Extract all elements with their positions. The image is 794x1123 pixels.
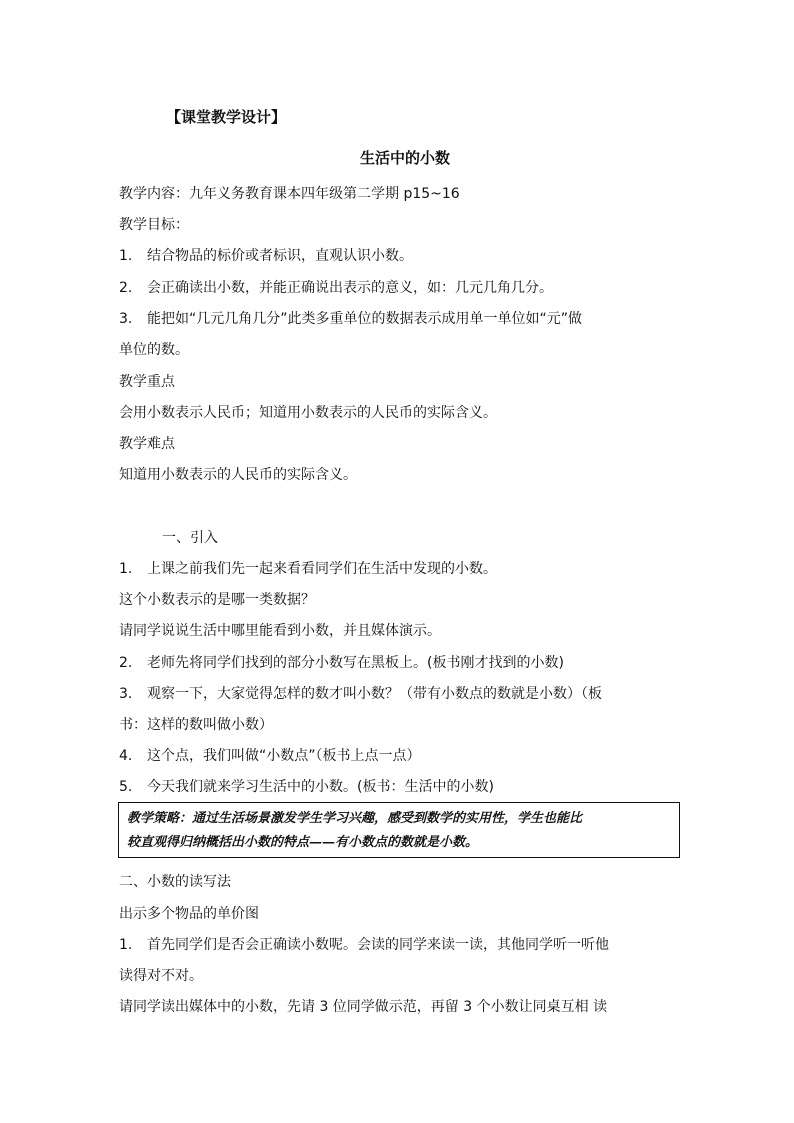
goal-item-1 xyxy=(119,246,413,266)
intro-text: 观察一下，大家觉得怎样的数才叫小数？（带有小数点的数就是小数）（板 xyxy=(147,686,602,702)
strategy-box xyxy=(118,802,680,858)
page-title: 生活中的小数 xyxy=(360,149,451,167)
intro-line-a: 这个小数表示的是哪一类数据？ xyxy=(119,592,315,608)
goals-heading: 教学目标： xyxy=(119,217,189,233)
reading-item-1 xyxy=(119,935,609,955)
reading-text: 首先同学们是否会正确读小数呢。会读的同学来读一读，其他同学听一听他 xyxy=(147,937,609,953)
goal-item-2 xyxy=(119,278,553,298)
goal-text: 会正确读出小数，并能正确说出表示的意义，如：几元几角几分。 xyxy=(147,280,553,296)
intro-num: 3. xyxy=(119,686,133,702)
goal-num: 3. xyxy=(119,311,133,327)
difficulty-heading: 教学难点 xyxy=(119,436,175,452)
intro-line-b: 请同学说说生活中哪里能看到小数，并且媒体演示。 xyxy=(119,623,441,639)
key-point-heading: 教学重点 xyxy=(119,374,175,390)
section-title: 【课堂教学设计】 xyxy=(166,108,287,126)
strategy-line-1: 教学策略：通过生活场景激发学生学习兴趣，感受到数学的实用性，学生也能比 xyxy=(127,811,583,826)
key-point-text: 会用小数表示人民币；知道用小数表示的人民币的实际含义。 xyxy=(119,405,497,421)
reading-line-b: 请同学读出媒体中的小数，先请 3 位同学做示范，再留 3 个小数让同桌互相 读 xyxy=(119,999,608,1015)
content-line xyxy=(119,184,460,204)
goal-item-3-cont: 单位的数。 xyxy=(119,342,189,358)
intro-num: 1. xyxy=(119,561,133,577)
reading-item-1-cont: 读得对不对。 xyxy=(119,968,203,984)
goal-text: 能把如“几元几角几分”此类多重单位的数据表示成用单一单位如“元”做 xyxy=(147,311,583,327)
intro-text: 今天我们就来学习生活中的小数。(板书：生活中的小数) xyxy=(147,779,494,795)
content-value: 九年义务教育课本四年级第二学期 p15~16 xyxy=(189,186,460,202)
intro-item-4 xyxy=(119,746,421,766)
intro-text: 老师先将同学们找到的部分小数写在黑板上。(板书刚才找到的小数) xyxy=(147,655,564,671)
reading-line-a: 出示多个物品的单价图 xyxy=(119,906,259,922)
intro-text: 这个点，我们叫做“小数点”（板书上点一点） xyxy=(147,748,421,764)
intro-heading: 一、引入 xyxy=(162,530,218,546)
intro-text: 上课之前我们先一起来看看同学们在生活中发现的小数。 xyxy=(147,561,497,577)
intro-num: 4. xyxy=(119,748,133,764)
intro-item-3 xyxy=(119,684,602,704)
goal-num: 1. xyxy=(119,248,133,264)
content-label: 教学内容： xyxy=(119,186,189,202)
reading-heading: 二、小数的读写法 xyxy=(119,874,231,890)
strategy-line-2: 较直观得归纳概括出小数的特点——有小数点的数就是小数。 xyxy=(127,835,479,850)
intro-item-2 xyxy=(119,653,564,673)
goal-item-3 xyxy=(119,309,582,329)
intro-num: 5. xyxy=(119,779,133,795)
intro-item-5 xyxy=(119,777,494,797)
intro-num: 2. xyxy=(119,655,133,671)
goal-text: 结合物品的标价或者标识，直观认识小数。 xyxy=(147,248,413,264)
reading-num: 1. xyxy=(119,937,133,953)
goal-num: 2. xyxy=(119,280,133,296)
intro-item-1 xyxy=(119,559,497,579)
intro-item-3-cont: 书：这样的数叫做小数） xyxy=(119,717,273,733)
difficulty-text: 知道用小数表示的人民币的实际含义。 xyxy=(119,467,357,483)
